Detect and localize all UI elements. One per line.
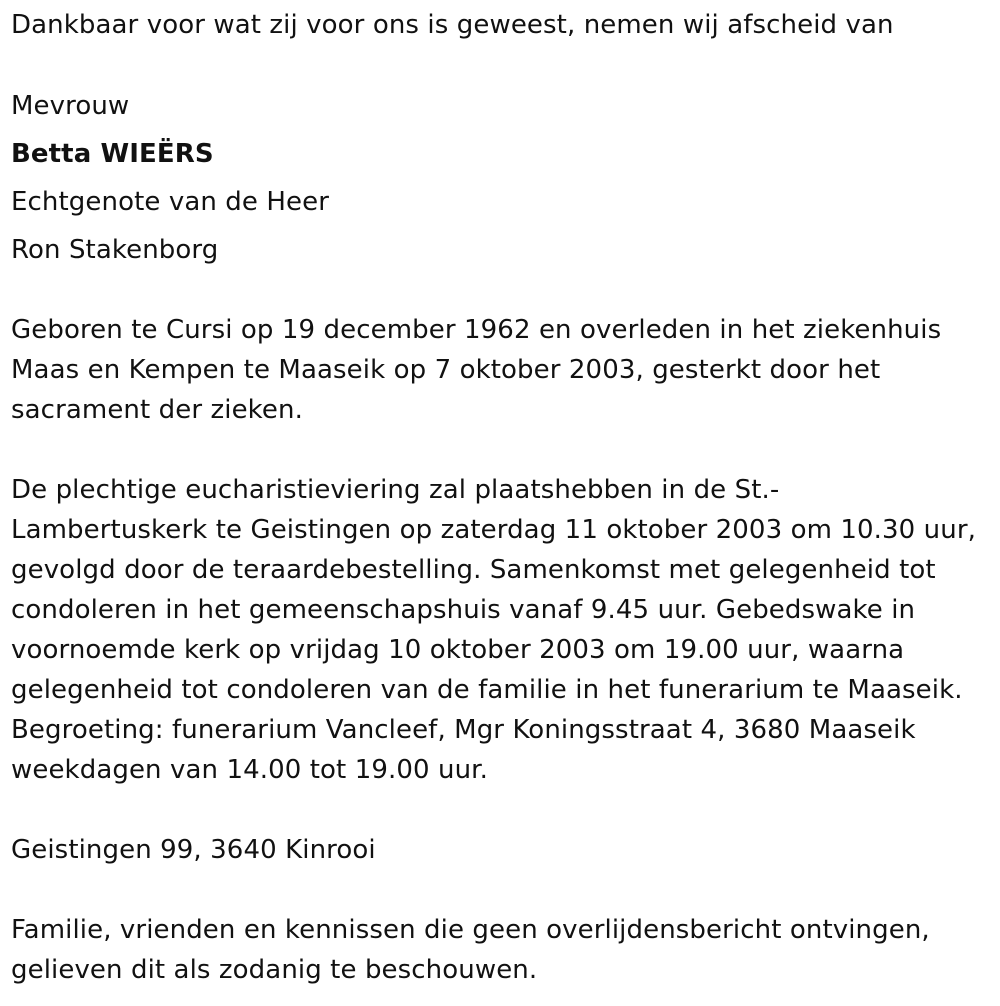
birth-death-line: Geboren te Cursi op 19 december 1962 en overleden in het ziekenhuis: [11, 315, 942, 345]
spouse-label: Echtgenote van de Heer: [11, 187, 329, 217]
title-text: Mevrouw: [11, 91, 130, 121]
intro-text: Dankbaar voor wat zij voor ons is geweest, nemen wij afscheid van: [11, 10, 894, 40]
ceremony-line: Begroeting: funerarium Vancleef, Mgr Koningsstraat 4, 3680 Maaseik: [11, 715, 916, 745]
ceremony-line: De plechtige eucharistieviering zal plaatshebben in de St.-: [11, 475, 780, 505]
spouse-name: Ron Stakenborg: [11, 235, 219, 265]
ceremony-line: Lambertuskerk te Geistingen op zaterdag 11 oktober 2003 om 10.30 uur,: [11, 515, 976, 545]
ceremony-line: condoleren in het gemeenschapshuis vanaf 9.45 uur. Gebedswake in: [11, 595, 916, 625]
deceased-name: Betta WIEËRS: [11, 139, 214, 169]
birth-death-line: Maas en Kempen te Maaseik op 7 oktober 2003, gesterkt door het: [11, 355, 881, 385]
ceremony-line: weekdagen van 14.00 tot 19.00 uur.: [11, 755, 488, 785]
closing-line: Familie, vrienden en kennissen die geen overlijdensbericht ontvingen,: [11, 915, 930, 945]
address-text: Geistingen 99, 3640 Kinrooi: [11, 835, 376, 865]
ceremony-line: voornoemde kerk op vrijdag 10 oktober 2003 om 19.00 uur, waarna: [11, 635, 905, 665]
ceremony-line: gelegenheid tot condoleren van de familie in het funerarium te Maaseik.: [11, 675, 963, 705]
ceremony-line: gevolgd door de teraardebestelling. Samenkomst met gelegenheid tot: [11, 555, 936, 585]
birth-death-line: sacrament der zieken.: [11, 395, 303, 425]
closing-line: gelieven dit als zodanig te beschouwen.: [11, 955, 538, 985]
